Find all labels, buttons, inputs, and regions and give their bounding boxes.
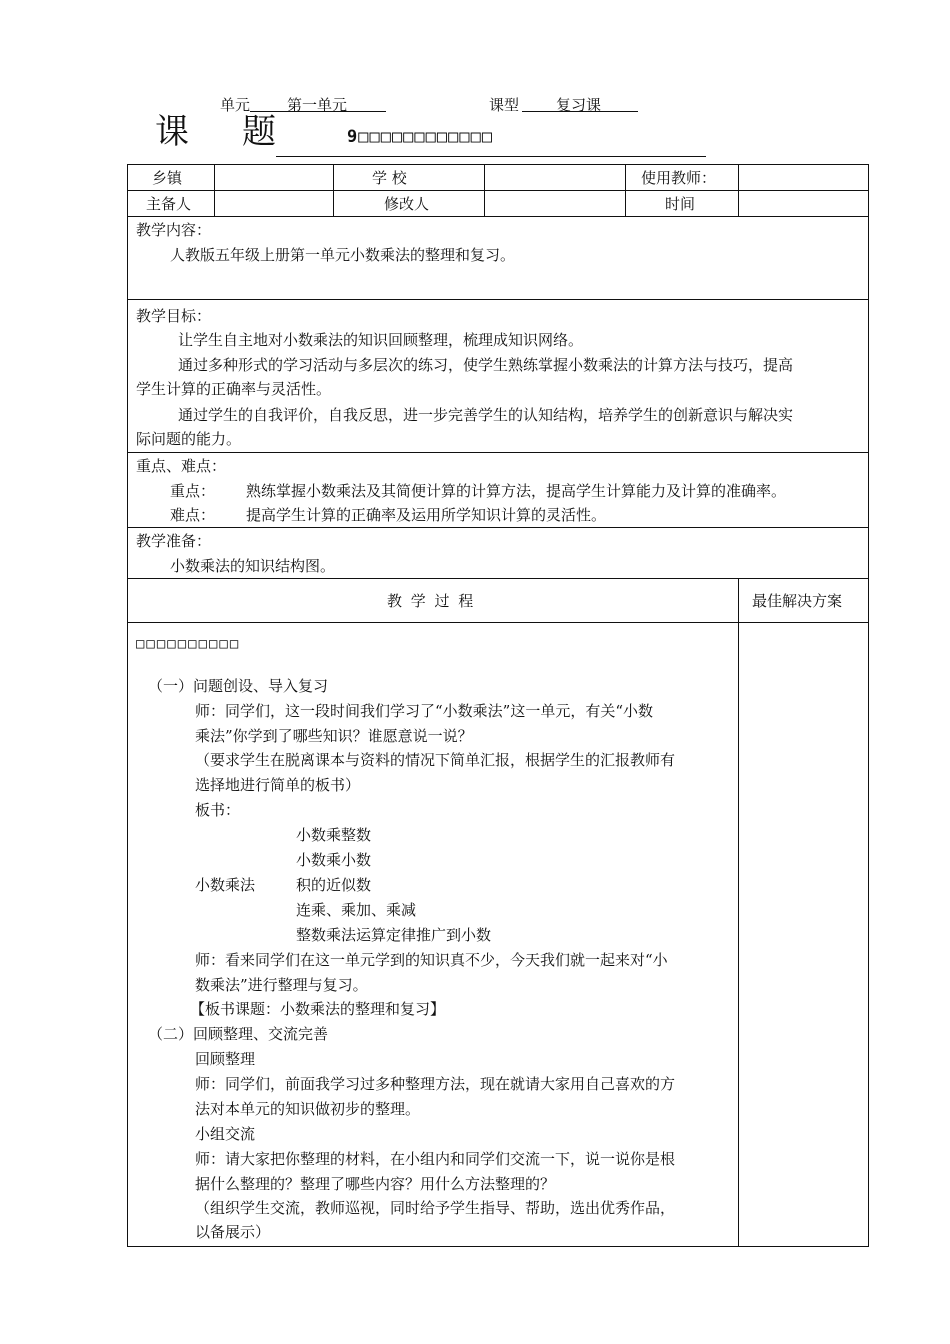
process-line: （组织学生交流，教师巡视，同时给予学生指导、帮助，选出优秀作品， <box>195 1199 676 1217</box>
process-line: 数乘法”进行整理与复习。 <box>195 976 368 994</box>
teacher-label: 使用教师： <box>641 169 717 187</box>
process-line: 师：请大家把你整理的材料，在小组内和同学们交流一下，说一说你是根 <box>195 1150 676 1168</box>
content-text: 人教版五年级上册第一单元小数乘法的整理和复习。 <box>170 246 516 264</box>
preparer-label: 主备人 <box>146 195 192 213</box>
board-root: 小数乘法 <box>195 876 256 894</box>
solution-header: 最佳解决方案 <box>752 592 843 610</box>
board-item: 小数乘小数 <box>296 851 372 869</box>
key-text: 熟练掌握小数乘法及其简便计算的计算方法，提高学生计算能力及计算的准确率。 <box>246 482 787 500</box>
goal-3-line-1: 通过学生的自我评价，自我反思，进一步完善学生的认知结构，培养学生的创新意识与解决实 <box>178 406 794 424</box>
process-line: （要求学生在脱离课本与资料的情况下简单汇报，根据学生的汇报教师有 <box>195 751 676 769</box>
process-line: 据什么整理的？整理了哪些内容？用什么方法整理的？ <box>195 1175 556 1193</box>
board-label: 板书： <box>195 801 241 819</box>
lesson-type-value: 复习课 <box>556 96 602 114</box>
process-line: 师：同学们，这一段时间我们学习了“小数乘法”这一单元，有关“小数 <box>195 702 654 720</box>
unit-value: 第一单元 <box>287 96 348 114</box>
goal-2-line-2: 学生计算的正确率与灵活性。 <box>136 380 332 398</box>
board-item: 整数乘法运算定律推广到小数 <box>296 926 492 944</box>
process-line: 以备展示） <box>195 1223 271 1241</box>
subsection-label: 回顾整理 <box>195 1050 256 1068</box>
prep-heading: 教学准备： <box>136 532 212 550</box>
keypoints-heading: 重点、难点： <box>136 457 227 475</box>
goal-1: 让学生自主地对小数乘法的知识回顾整理，梳理成知识网络。 <box>178 331 584 349</box>
process-line: 乘法”你学到了哪些知识？谁愿意说一说？ <box>195 727 473 745</box>
subsection-label: 小组交流 <box>195 1125 256 1143</box>
key-label: 重点： <box>170 482 216 500</box>
lesson-type-label: 课型 <box>489 96 520 114</box>
goal-2-line-1: 通过多种形式的学习活动与多层次的练习，使学生熟练掌握小数乘法的计算方法与技巧，提高 <box>178 356 794 374</box>
title-char-ti: 题 <box>242 112 277 152</box>
difficulty-label: 难点： <box>170 506 216 524</box>
process-header: 教 学 过 程 <box>387 592 476 610</box>
town-label: 乡镇 <box>152 169 183 187</box>
prep-text: 小数乘法的知识结构图。 <box>170 557 336 575</box>
section-2-heading: （二）回顾整理、交流完善 <box>148 1025 329 1043</box>
process-line: 师：同学们，前面我学习过多种整理方法，现在就请大家用自己喜欢的方 <box>195 1075 676 1093</box>
board-item: 小数乘整数 <box>296 826 372 844</box>
board-topic: 【板书课题：小数乘法的整理和复习】 <box>190 1000 446 1018</box>
type-underline <box>522 111 638 112</box>
process-line: 选择地进行简单的板书） <box>195 776 361 794</box>
difficulty-text: 提高学生计算的正确率及运用所学知识计算的灵活性。 <box>246 506 607 524</box>
content-heading: 教学内容： <box>136 221 212 239</box>
goals-heading: 教学目标： <box>136 307 212 325</box>
topic-underline <box>276 156 706 157</box>
time-label: 时间 <box>665 195 696 213</box>
section-1-heading: （一）问题创设、导入复习 <box>148 677 329 695</box>
unit-label: 单元 <box>220 96 251 114</box>
goal-3-line-2: 际问题的能力。 <box>136 430 242 448</box>
board-item: 积的近似数 <box>296 876 372 894</box>
board-item: 连乘、乘加、乘减 <box>296 901 417 919</box>
title-char-ke: 课 <box>155 112 190 152</box>
process-line: 法对本单元的知识做初步的整理。 <box>195 1100 421 1118</box>
process-line: 师：看来同学们在这一单元学到的知识真不少，今天我们就一起来对“小 <box>195 951 668 969</box>
lesson-topic: 9□□□□□□□□□□□□ <box>347 127 494 147</box>
process-title: □□□□□□□□□□ <box>136 636 241 652</box>
modifier-label: 修改人 <box>384 195 430 213</box>
school-label: 学 校 <box>372 169 407 187</box>
